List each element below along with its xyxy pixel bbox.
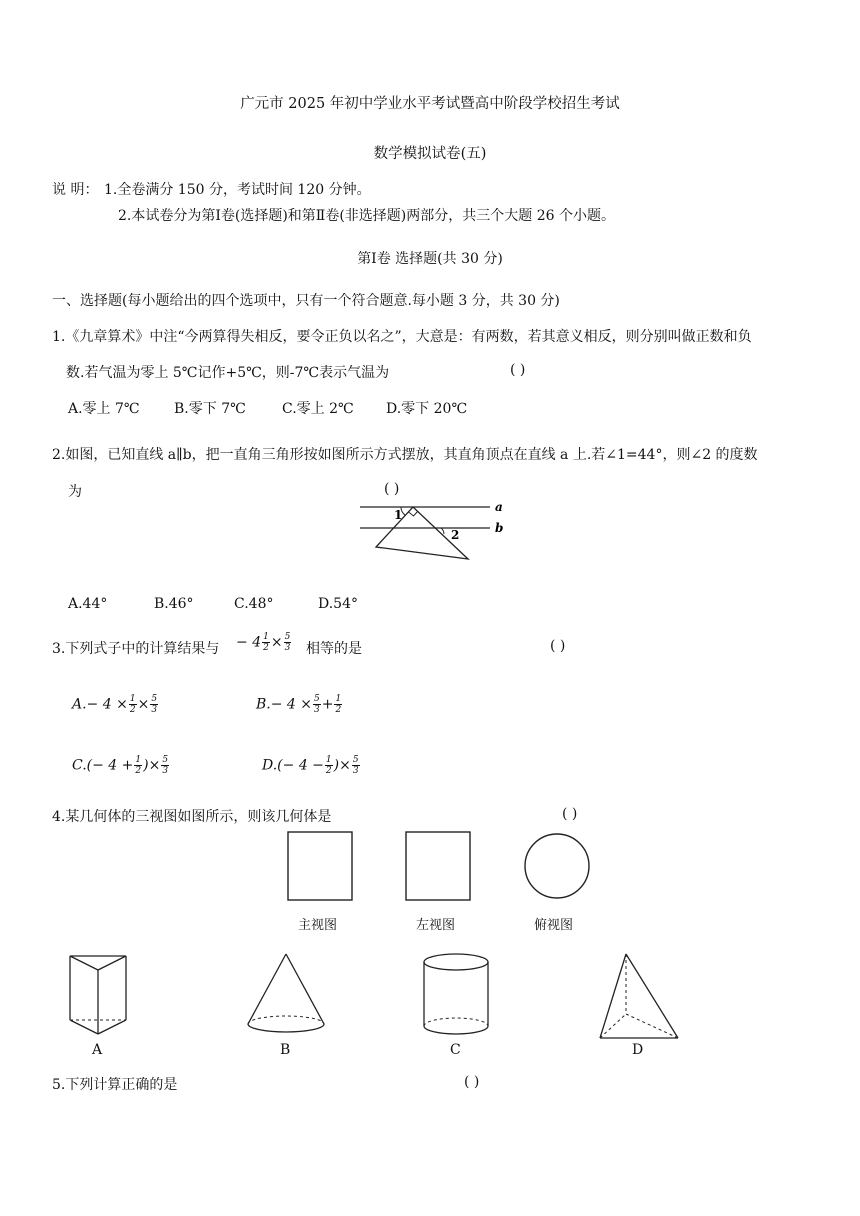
q2-option-a: A.44° <box>68 596 108 612</box>
q5-answer-paren: ( ) <box>464 1074 480 1090</box>
q1-option-c: C.零上 2℃ <box>282 401 354 417</box>
q2-option-d: D.54° <box>318 596 358 612</box>
front-view-square <box>288 832 352 900</box>
q2-line-1: 2.如图，已知直线 a∥b，把一直角三角形按如图所示方式摆放，其直角顶点在直线 a 上.若∠1=44°，则∠2 的度数 <box>52 447 758 463</box>
q3-option-d: D.(− 4 − $\frac{1}{2}$ )× $\frac{5}{3}$ <box>262 755 359 776</box>
top-view-circle <box>525 834 589 898</box>
q3-option-a: A.− 4 × $\frac{1}{2}$ × $\frac{5}{3}$ <box>72 694 158 715</box>
notes-line-2: 2.本试卷分为第Ⅰ卷(选择题)和第Ⅱ卷(非选择题)两部分，共三个大题 26 个小题。 <box>118 208 615 224</box>
part1-title: 第Ⅰ卷 选择题(共 30 分) <box>357 251 503 267</box>
q3-stem-tail: 相等的是 <box>306 641 362 657</box>
q4-three-views-figure <box>280 826 610 908</box>
q4-option-d-pyramid <box>594 948 686 1044</box>
right-angle-mark <box>409 511 419 516</box>
notes-label: 说 明： <box>52 182 99 198</box>
q2-line-2: 为 <box>68 484 82 500</box>
top-view-caption: 俯视图 <box>534 918 574 933</box>
q3-option-c: C.(− 4 + $\frac{1}{2}$ )× $\frac{5}{3}$ <box>72 755 169 776</box>
q4-answer-paren: ( ) <box>562 806 578 822</box>
side-view-square <box>406 832 470 900</box>
q1-option-d: D.零下 20℃ <box>386 401 468 417</box>
exam-title: 广元市 2025 年初中学业水平考试暨高中阶段学校招生考试 <box>240 96 620 112</box>
label-b: b <box>495 521 504 535</box>
q2-parallel-lines-figure <box>355 495 505 565</box>
q4-option-c-label: C <box>450 1042 461 1058</box>
label-a: a <box>495 500 503 514</box>
q3-answer-paren: ( ) <box>550 638 566 654</box>
section1-title: 一、选择题(每小题给出的四个选项中，只有一个符合题意.每小题 3 分，共 30 分) <box>52 293 560 309</box>
q3-option-b: B.− 4 × $\frac{5}{3}$ + $\frac{1}{2}$ <box>256 694 342 715</box>
q3-expression: − 4 $\frac{1}{2}$ × $\frac{5}{3}$ <box>236 632 291 653</box>
q4-option-b-label: B <box>280 1042 291 1058</box>
q3-stem: 3.下列式子中的计算结果与 <box>52 641 220 657</box>
q4-option-c-cylinder <box>418 948 498 1044</box>
q2-option-c: C.48° <box>234 596 274 612</box>
q4-option-d-label: D <box>632 1042 644 1058</box>
label-angle-2: 2 <box>451 528 460 542</box>
side-view-caption: 左视图 <box>416 918 456 933</box>
q2-option-b: B.46° <box>154 596 194 612</box>
notes-line-1: 1.全卷满分 150 分，考试时间 120 分钟。 <box>104 182 371 198</box>
q4-stem: 4.某几何体的三视图如图所示，则该几何体是 <box>52 809 332 825</box>
q4-option-a-label: A <box>92 1042 103 1058</box>
paper-subtitle: 数学模拟试卷(五) <box>373 146 487 162</box>
q4-option-b-cone <box>240 948 336 1044</box>
q1-answer-paren: ( ) <box>510 362 526 378</box>
label-angle-1: 1 <box>394 508 403 522</box>
q5-stem: 5.下列计算正确的是 <box>52 1077 178 1093</box>
q2-answer-paren: ( ) <box>384 481 400 497</box>
q1-option-b: B.零下 7℃ <box>174 401 246 417</box>
q1-line-2: 数.若气温为零上 5℃记作+5℃，则-7℃表示气温为 <box>66 365 390 381</box>
q1-line-1: 1.《九章算术》中注“今两算得失相反，要令正负以名之”，大意是：有两数，若其意义相反，则分别叫做正数和负 <box>52 329 752 345</box>
q4-option-a-prism <box>60 948 140 1044</box>
q1-option-a: A.零上 7℃ <box>68 401 140 417</box>
front-view-caption: 主视图 <box>298 918 338 933</box>
